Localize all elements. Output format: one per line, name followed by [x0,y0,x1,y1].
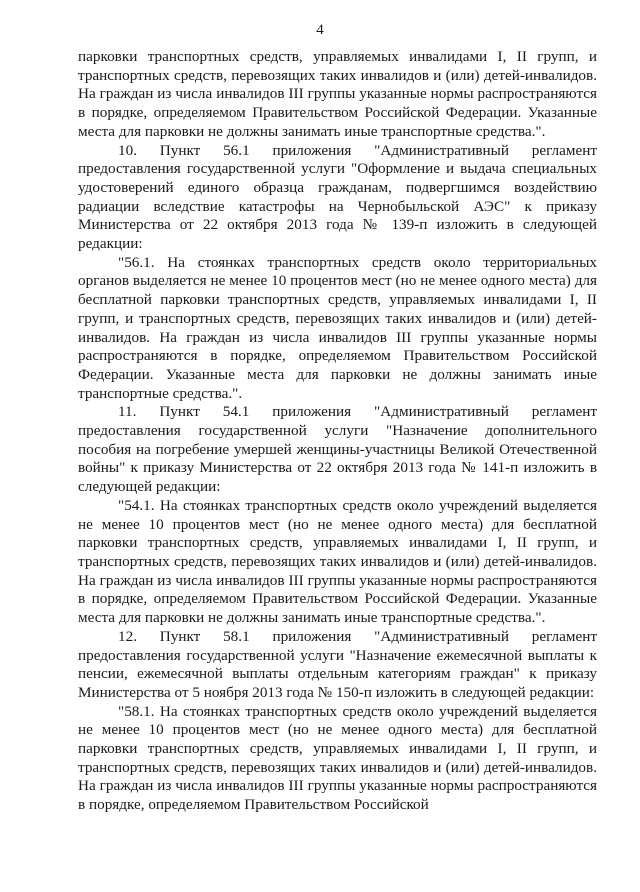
paragraph-quote-58-1: "58.1. На стоянках транспортных средств около учреждений выделяется не менее 10 процентов мест (но не менее одного места) для бесплатной парковки транспортных средств, управляемых инвалидами I, II групп, и транспортных средств, перевозящих таких инвалидов и (или) детей-инвалидов. На граждан из числа инвалидов III группы указанные нормы распространяются в порядке, определяемом Правительством Российской [78,702,597,814]
paragraph-item-11: 11. Пункт 54.1 приложения "Административный регламент предоставления государственной услуги "Назначение дополнительного пособия на погребение умершей женщины-участницы Великой Отечественной войны" к приказу Министерства от 22 октября 2013 года № 141-п изложить в следующей редакции: [78,403,597,496]
paragraph-continuation: парковки транспортных средств, управляемых инвалидами I, II групп, и транспортных средств, перевозящих таких инвалидов и (или) детей-инвалидов. На граждан из числа инвалидов III группы указанные нормы распространяются в порядке, определяемом Правительством Российской Федерации. Указанные места для парковки не должны занимать иные транспортные средства.". [78,48,597,140]
paragraph-quote-56-1: "56.1. На стоянках транспортных средств около территориальных органов выделяется не менее 10 процентов мест (но не менее одного места) для бесплатной парковки транспортных средств, управляемых инвалидами I, II групп, и транспортных средств, перевозящих таких инвалидов и (или) детей-инвалидов. На граждан из числа инвалидов III группы указанные нормы распространяются в порядке, определяемом Правительством Российской Федерации. Указанные места для парковки не должны занимать иные транспортные средства.". [78,253,597,402]
page-number: 4 [316,22,324,38]
document-body [78,48,597,815]
paragraph-item-12: 12. Пункт 58.1 приложения "Административный регламент предоставления государственной услуги "Назначение ежемесячной выплаты к пенсии, ежемесячной выплаты отдельным категориям граждан" к приказу Министерства от 5 ноября 2013 года № 150-п изложить в следующей редакции: [78,627,597,701]
paragraph-quote-54-1: "54.1. На стоянках транспортных средств около учреждений выделяется не менее 10 процентов мест (но не менее одного места) для бесплатной парковки транспортных средств, управляемых инвалидами I, II групп, и транспортных средств, перевозящих таких инвалидов и (или) детей-инвалидов. На граждан из числа инвалидов III группы указанные нормы распространяются в порядке, определяемом Правительством Российской Федерации. Указанные места для парковки не должны занимать иные транспортные средства.". [78,496,597,627]
paragraph-item-10: 10. Пункт 56.1 приложения "Административный регламент предоставления государственной услуги "Оформление и выдача специальных удостоверений единого образца гражданам, подвергшимся воздействию радиации вследствие катастрофы на Чернобыльской АЭС" к приказу Министерства от 22 октября 2013 года № 139-п изложить в следующей редакции: [78,141,597,253]
